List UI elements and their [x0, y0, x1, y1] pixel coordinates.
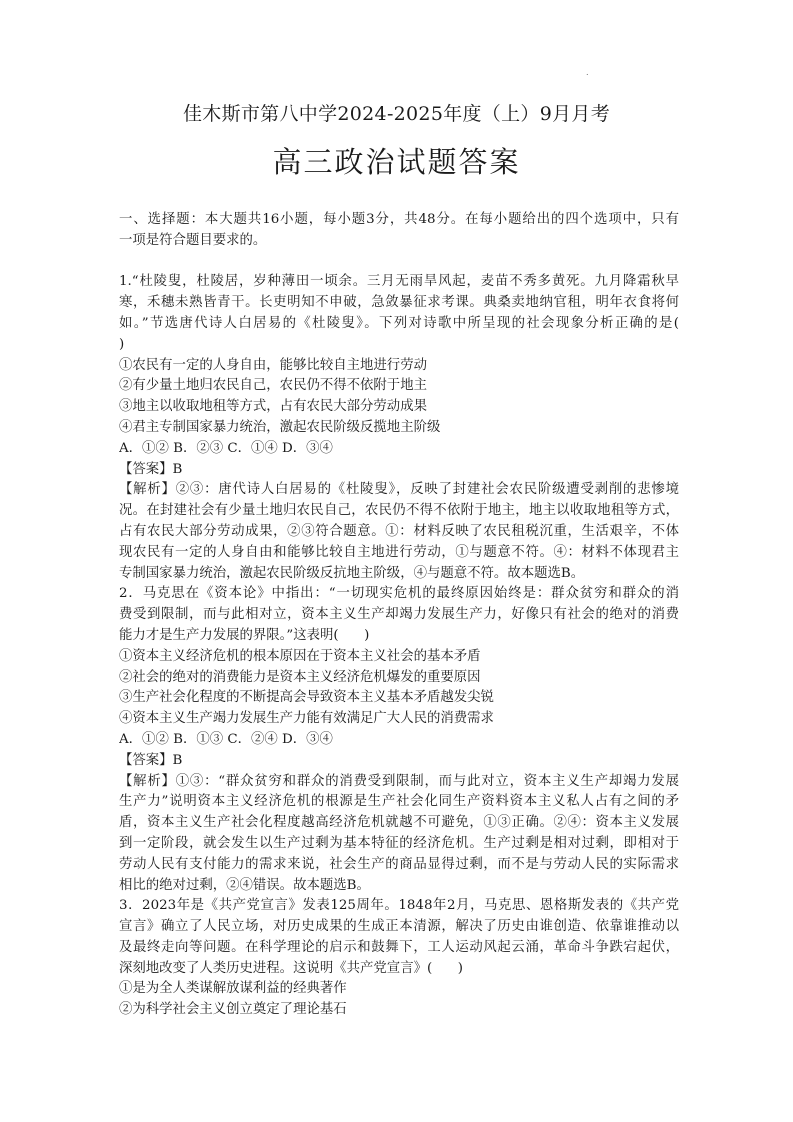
q1-analysis-line: 现农民有一定的人身自由和能够比较自主地进行劳动，①与题意不符。④：材料不体现君主	[119, 544, 679, 560]
q3-stem-line: 深刻地改变了人类历史进程。这说明《共产党宣言》( )	[119, 960, 463, 976]
q1-analysis-line: 况。在封建社会有少量土地归农民自己，农民仍不得不依附于地主，地主以收取地租等方式，	[119, 503, 679, 519]
q1-option: ③地主以收取地租等方式，占有农民大部分劳动成果	[119, 399, 427, 415]
q2-answer: 【答案】B	[119, 752, 183, 768]
corner-mark: .	[586, 68, 589, 77]
q2-analysis-line: 【解析】①③：“群众贫穷和群众的消费受到限制，而与此对立，资本主义生产却竭力发展	[119, 773, 679, 789]
q2-stem-line: 能力才是生产力发展的界限。”这表明( )	[119, 627, 370, 643]
q2-analysis-line: 相比的绝对过剩，②④错误。故本题选B。	[119, 877, 370, 893]
exam-title: 佳木斯市第八中学2024-2025年度（上）9月月考	[182, 103, 611, 125]
q1-option: ①农民有一定的人身自由，能够比较自主地进行劳动	[119, 357, 427, 373]
q2-analysis-line: 生产力”说明资本主义经济危机的根源是生产社会化同生产资料资本主义私人占有之间的矛	[119, 794, 679, 810]
q3-option: ①是为全人类谋解放谋利益的经典著作	[119, 981, 347, 997]
section-intro-line: 一项是符合题目要求的。	[119, 232, 267, 248]
q1-analysis-line: 占有农民大部分劳动成果，②③符合题意。①：材料反映了农民租税沉重，生活艰辛，不体	[119, 523, 679, 539]
q2-option: ①资本主义经济危机的根本原因在于资本主义社会的基本矛盾	[119, 648, 481, 664]
q1-stem-line: )	[119, 336, 125, 352]
q1-answer: 【答案】B	[119, 461, 183, 477]
q2-option: ④资本主义生产竭力发展生产力能有效满足广大人民的消费需求	[119, 711, 494, 727]
section-intro-line: 一、选择题：本大题共16小题，每小题3分，共48分。在每小题给出的四个选项中，只有	[119, 212, 679, 227]
q3-option: ②为科学社会主义创立奠定了理论基石	[119, 1002, 347, 1018]
q1-option: ②有少量土地归农民自己，农民仍不得不依附于地主	[119, 378, 427, 394]
q2-analysis-line: 盾，资本主义生产社会化程度越高经济危机就越不可避免，①③正确。②④：资本主义发展	[119, 815, 679, 831]
exam-subtitle: 高三政治试题答案	[272, 145, 521, 179]
q1-stem-line: 如。”节选唐代诗人白居易的《杜陵叟》。下列对诗歌中所呈现的社会现象分析正确的是(	[119, 315, 679, 331]
q1-stem-line: 寒，禾穗未熟皆青干。长吏明知不申破，急敛暴征求考课。典桑卖地纳官租，明年衣食将何	[119, 295, 679, 311]
q1-stem-line: 1.“杜陵叟，杜陵居，岁种薄田一顷余。三月无雨旱风起，麦苗不秀多黄死。九月降霜秋早	[119, 274, 679, 290]
q3-stem-line: 3．2023年是《共产党宣言》发表125周年。1848年2月，马克思、恩格斯发表的《共产党	[119, 898, 679, 914]
q1-option: ④君主专制国家暴力统治，激起农民阶级反揽地主阶级	[119, 419, 441, 435]
q1-choices: A．①② B．②③ C．①④ D．③④	[119, 440, 333, 456]
q1-analysis-line: 【解析】②③：唐代诗人白居易的《杜陵叟》，反映了封建社会农民阶级遭受剥削的悲惨境	[119, 482, 679, 498]
q2-stem-line: 2．马克思在《资本论》中指出：“一切现实危机的最终原因始终是：群众贫穷和群众的消	[119, 586, 679, 602]
q3-stem-line: 及最终走向等问题。在科学理论的启示和鼓舞下，工人运动风起云涌，革命斗争跌宕起伏，	[119, 939, 679, 955]
q2-option: ②社会的绝对的消费能力是资本主义经济危机爆发的重要原因	[119, 669, 481, 685]
q2-analysis-line: 到一定阶段，就会发生以生产过剩为基本特征的经济危机。生产过剩是相对过剩，即相对于	[119, 835, 679, 851]
q2-choices: A．①② B．①③ C．②④ D．③④	[119, 731, 333, 747]
q1-analysis-line: 专制国家暴力统治，激起农民阶级反抗地主阶级，④与题意不符。故本题选B。	[119, 565, 585, 581]
q3-stem-line: 宣言》确立了人民立场，对历史成果的生成正本清源，解决了历史由谁创造、依靠谁推动以	[119, 919, 679, 935]
q2-analysis-line: 劳动人民有支付能力的需求来说，社会生产的商品显得过剩，而不是与劳动人民的实际需求	[119, 856, 679, 872]
q2-option: ③生产社会化程度的不断提高会导致资本主义基本矛盾越发尖锐	[119, 690, 494, 706]
document-body	[119, 210, 679, 1021]
q2-stem-line: 费受到限制，而与此相对立，资本主义生产却竭力发展生产力，好像只有社会的绝对的消费	[119, 607, 679, 623]
blank-line	[119, 252, 679, 273]
